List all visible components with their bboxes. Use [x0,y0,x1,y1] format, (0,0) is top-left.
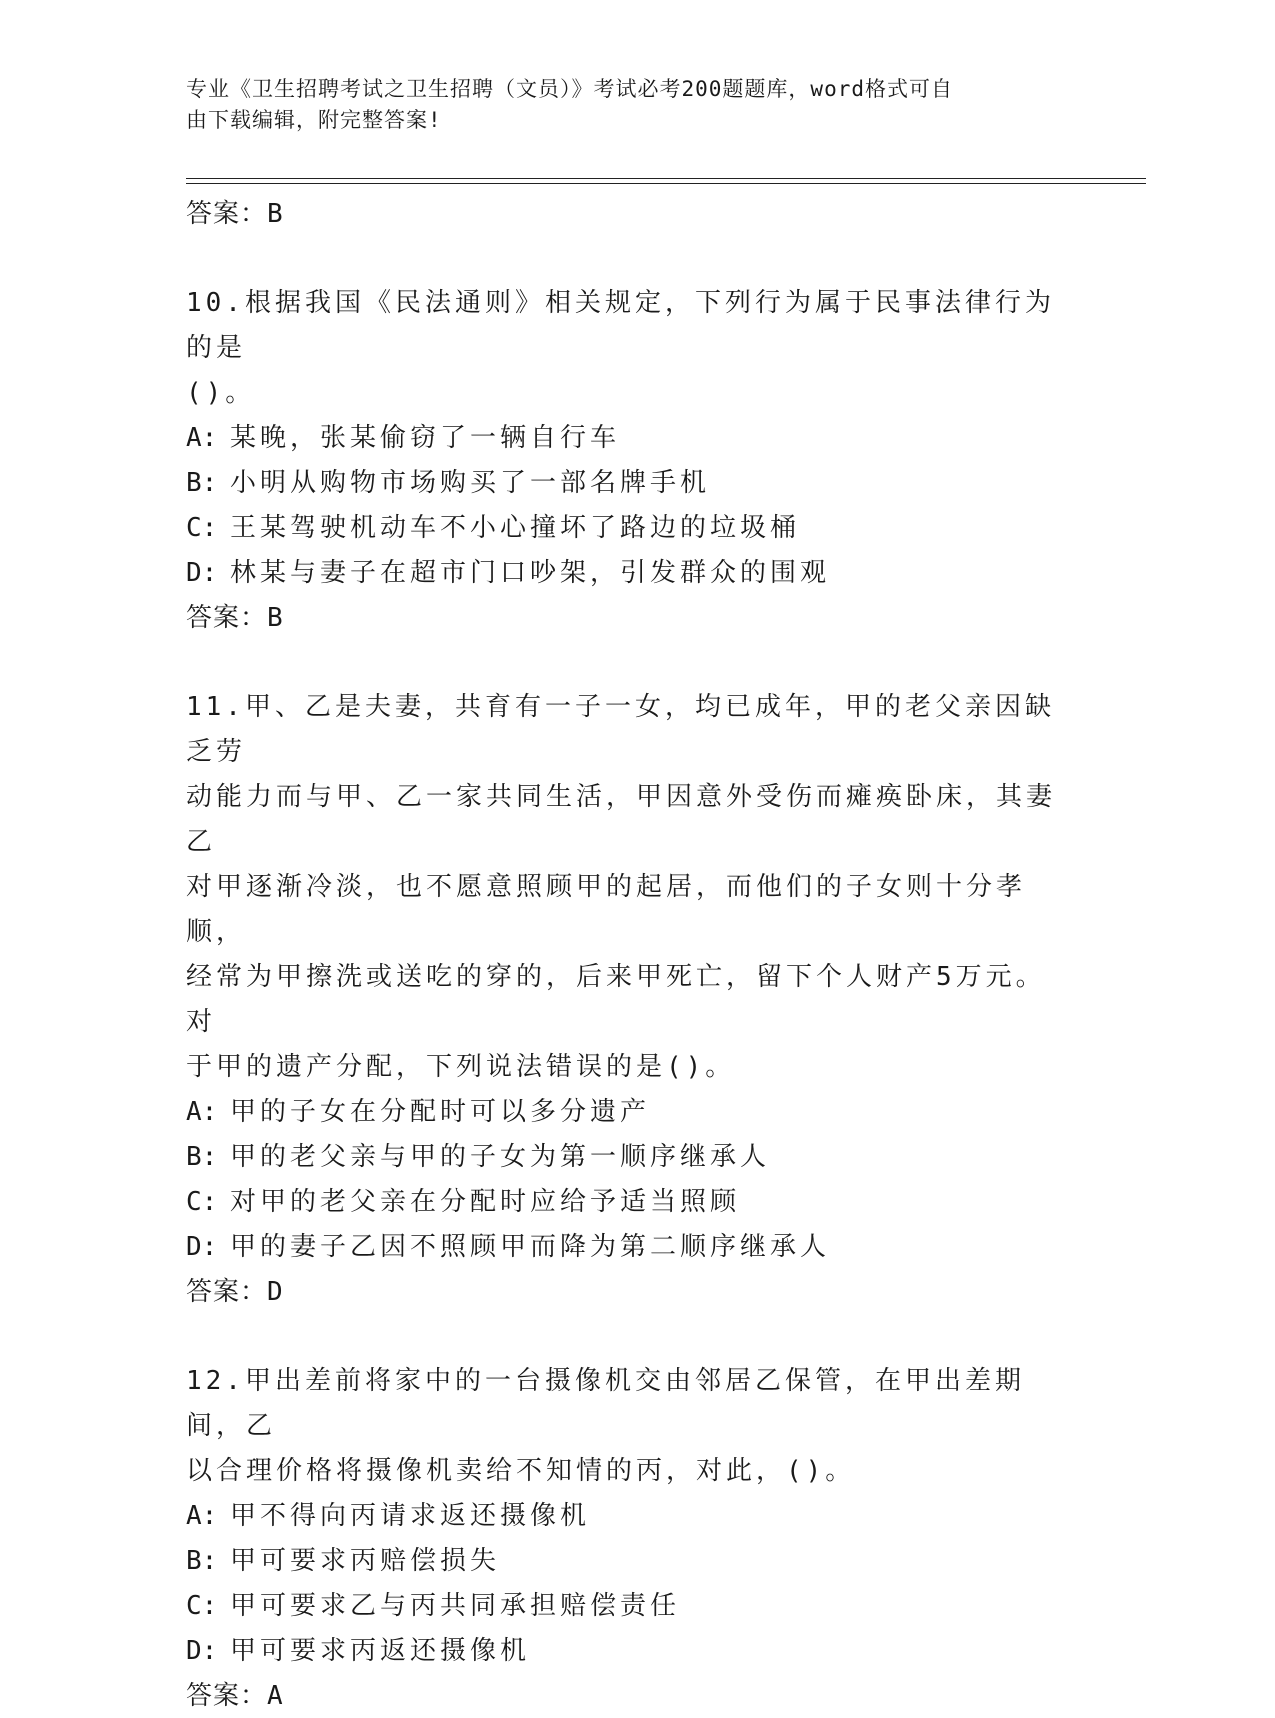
stem-line: 动能力而与甲、乙一家共同生活，甲因意外受伤而瘫痪卧床，其妻乙 [186,782,1057,857]
option-text: 甲的子女在分配时可以多分遗产 [230,1097,651,1127]
option-a [186,1494,1066,1539]
question-list [186,192,1066,1718]
stem-line: 11.甲、乙是夫妻，共育有一子一女，均已成年，甲的老父亲因缺乏劳 [186,692,1055,767]
option-key: C: [186,1187,218,1217]
question-10 [186,281,1066,640]
answer-previous: 答案：B [186,199,284,229]
option-key: B: [186,468,218,498]
stem-line: 于甲的遗产分配，下列说法错误的是()。 [186,1052,736,1082]
option-text: 甲可要求丙赔偿损失 [230,1546,501,1576]
option-key: A: [186,1501,218,1531]
question-stem [186,685,1066,1090]
option-text: 甲不得向丙请求返还摄像机 [230,1501,591,1531]
option-a [186,1090,1066,1135]
option-key: B: [186,1546,218,1576]
option-key: D: [186,1636,218,1666]
option-text: 某晚，张某偷窃了一辆自行车 [230,423,621,453]
stem-line: 对甲逐渐冷淡，也不愿意照顾甲的起居，而他们的子女则十分孝顺， [186,872,1027,947]
option-c [186,506,1066,551]
stem-line: 12.甲出差前将家中的一台摄像机交由邻居乙保管，在甲出差期间，乙 [186,1366,1025,1441]
option-key: D: [186,1232,218,1262]
option-key: C: [186,1591,218,1621]
header-rule-top [186,178,1146,179]
option-b [186,1539,1066,1584]
option-b [186,461,1066,506]
stem-line: 10.根据我国《民法通则》相关规定，下列行为属于民事法律行为的是 [186,288,1055,363]
option-key: D: [186,558,218,588]
stem-line: 经常为甲擦洗或送吃的穿的，后来甲死亡，留下个人财产5万元。对 [186,962,1046,1037]
option-d [186,1629,1066,1674]
option-text: 王某驾驶机动车不小心撞坏了路边的垃圾桶 [230,513,801,543]
answer: 答案：A [186,1681,284,1711]
stem-line: ()。 [186,378,256,408]
header-line-2: 由下载编辑，附完整答案! [186,108,442,132]
option-key: A: [186,1097,218,1127]
option-b [186,1135,1066,1180]
option-key: A: [186,423,218,453]
option-text: 甲的老父亲与甲的子女为第一顺序继承人 [230,1142,771,1172]
option-c [186,1180,1066,1225]
option-d [186,1225,1066,1270]
option-text: 甲可要求丙返还摄像机 [230,1636,531,1666]
option-text: 小明从购物市场购买了一部名牌手机 [230,468,711,498]
option-text: 对甲的老父亲在分配时应给予适当照顾 [230,1187,741,1217]
answer: 答案：B [186,603,284,633]
question-stem [186,1359,1066,1494]
header-rule-bottom [186,183,1146,184]
question-stem [186,281,1066,416]
option-a [186,416,1066,461]
answer: 答案：D [186,1277,284,1307]
stem-line: 以合理价格将摄像机卖给不知情的丙，对此，()。 [186,1456,856,1486]
question-11 [186,685,1066,1314]
question-12 [186,1359,1066,1718]
option-text: 甲的妻子乙因不照顾甲而降为第二顺序继承人 [230,1232,831,1262]
header-line-1: 专业《卫生招聘考试之卫生招聘（文员）》考试必考200题题库，word格式可自 [186,77,953,101]
option-text: 林某与妻子在超市门口吵架，引发群众的围观 [230,558,831,588]
option-c [186,1584,1066,1629]
page-header [186,74,1066,136]
option-d [186,551,1066,596]
option-text: 甲可要求乙与丙共同承担赔偿责任 [230,1591,681,1621]
option-key: C: [186,513,218,543]
option-key: B: [186,1142,218,1172]
